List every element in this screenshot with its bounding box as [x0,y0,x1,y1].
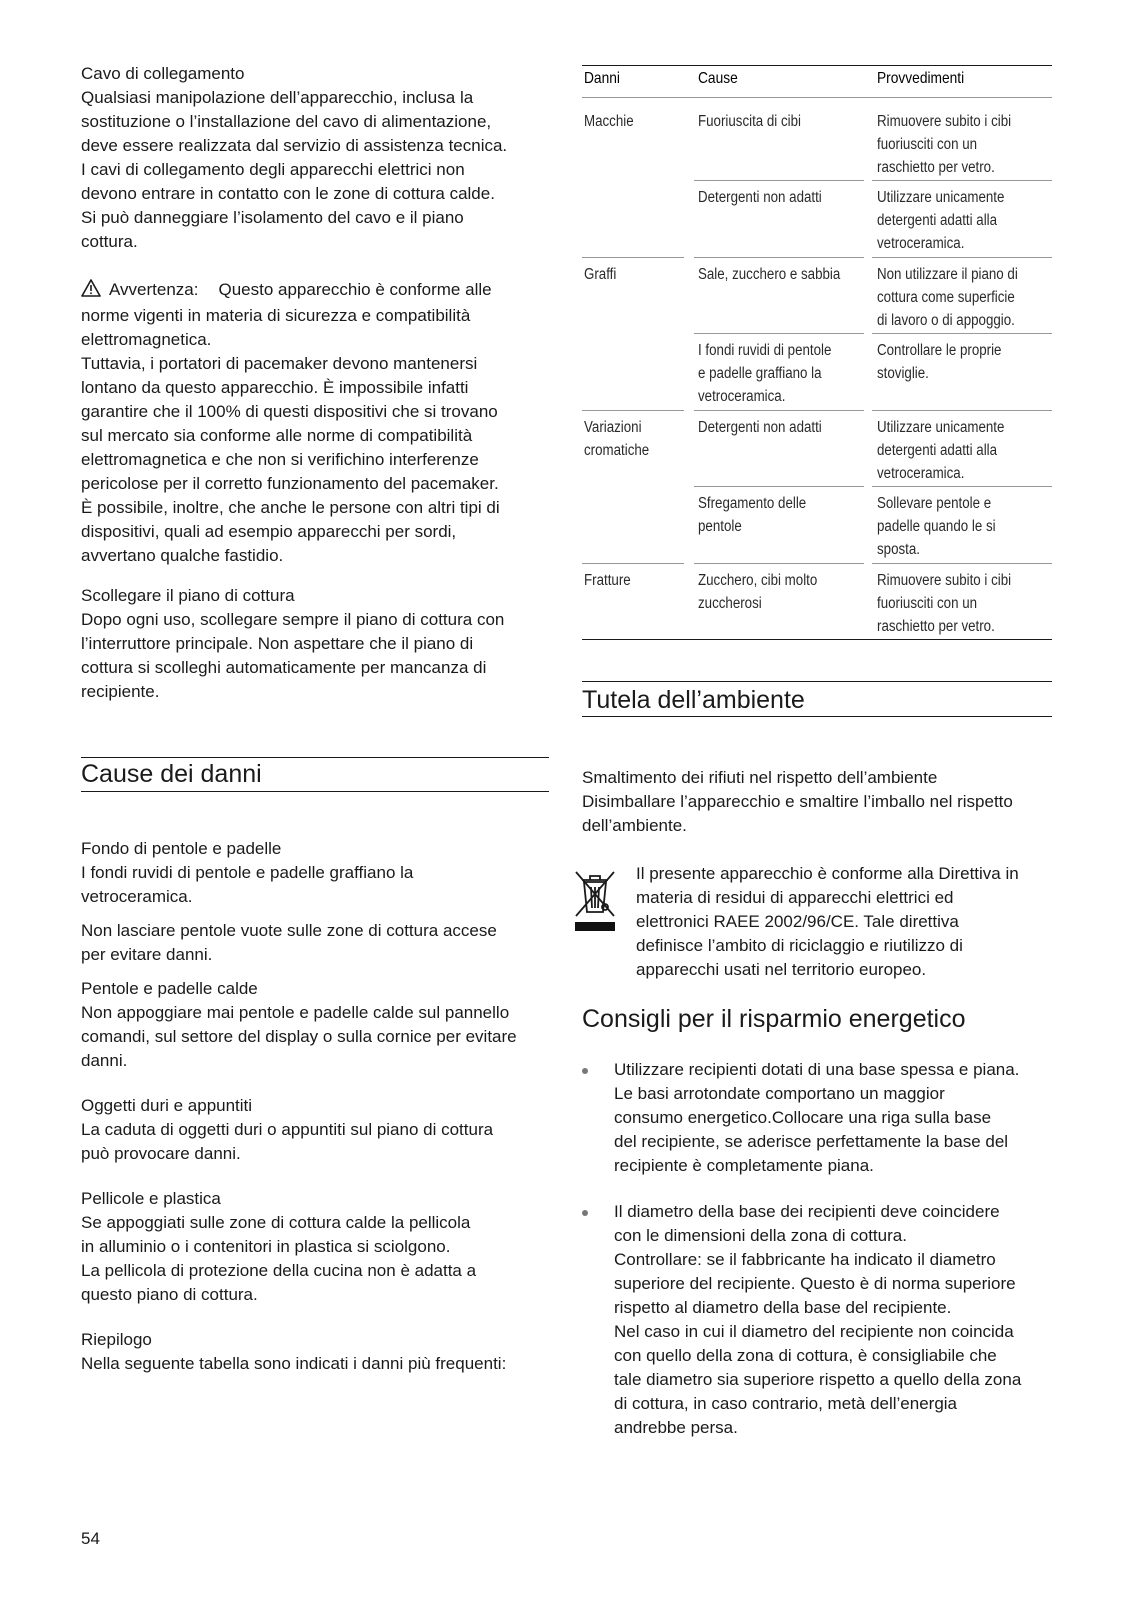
table-rule [582,639,1052,640]
table-cell: e padelle graffiano la [698,365,822,382]
text-line: consumo energetico.Collocare una riga sulla base [614,1108,992,1127]
text-line: Nella seguente tabella sono indicati i danni più frequenti: [81,1354,507,1373]
table-cell: Controllare le proprie [877,342,1002,359]
text-line: apparecchi usati nel territorio europeo. [636,960,927,979]
table-cell: stoviglie. [877,365,929,382]
table-cell: Sale, zucchero e sabbia [698,266,841,283]
pellicole-body [81,1211,549,1307]
table-cell: fuoriusciti con un [877,136,978,153]
text-line: superiore del recipiente. Questo è di norma superiore [614,1274,1016,1293]
table-cell: Utilizzare unicamente [877,419,1005,436]
warning-first: Questo apparecchio è conforme alle [218,280,492,299]
text-line: recipiente è completamente piana. [614,1156,874,1175]
text-line: sostituzione o l’installazione del cavo di alimentazione, [81,112,492,131]
text-line: in alluminio o i contenitori in plastica si sciolgono. [81,1237,451,1256]
table-rule [872,180,1052,181]
text-line: materia di residui di apparecchi elettrici ed [636,888,954,907]
table-cell: Graffi [584,266,617,283]
text-line: La pellicola di protezione della cucina non è adatta a [81,1261,477,1280]
table-rule [694,410,864,411]
text-line: tale diametro sia superiore rispetto a quello della zona [614,1370,1022,1389]
table-rule [872,257,1052,258]
text-line: cottura si scolleghi automaticamente per mancanza di [81,658,487,677]
section-heading-tutela: Tutela dell’ambiente [582,686,805,714]
text-line: dispositivi, quali ad esempio apparecchi per sordi, [81,522,457,541]
text-line: danni. [81,1051,128,1070]
text-line: andrebbe persa. [614,1418,738,1437]
table-cell: vetroceramica. [698,388,786,405]
table-cell: Sfregamento delle [698,495,807,512]
table-cell: sposta. [877,541,920,558]
text-line: garantire che il 100% di questi dispositivi che si trovano [81,402,498,421]
table-rule [872,486,1052,487]
text-line: Nel caso in cui il diametro del recipiente non coincida [614,1322,1014,1341]
fondo-body-2 [81,919,549,967]
text-line: Utilizzare recipienti dotati di una base spessa e piana. [614,1060,1020,1079]
table-cell: zuccherosi [698,595,762,612]
table-cell: detergenti adatti alla [877,442,998,459]
bullet-icon [582,1210,588,1216]
scollegare-title: Scollegare il piano di cottura [81,586,295,605]
table-cell: Detergenti non adatti [698,419,822,436]
fondo-body [81,861,549,909]
table-cell: cromatiche [584,442,650,459]
text-line: lontano da questo apparecchio. È impossibile infatti [81,378,469,397]
text-line: per evitare danni. [81,945,213,964]
text-line: Qualsiasi manipolazione dell’apparecchio, inclusa la [81,88,474,107]
section-heading-consigli: Consigli per il risparmio energetico [582,1005,966,1033]
text-line: I cavi di collegamento degli apparecchi elettrici non [81,160,465,179]
table-rule [694,486,864,487]
warning-triangle-icon [81,279,101,304]
table-cell: Variazioni [584,419,642,436]
text-line: deve essere realizzata dal servizio di assistenza tecnica. [81,136,508,155]
text-line: definisce l’ambito di riciclaggio e riutilizzo di [636,936,963,955]
table-cell: vetroceramica. [877,465,965,482]
text-line: rispetto al diametro della base del recipiente. [614,1298,952,1317]
table-cell: padelle quando le si [877,518,996,535]
divider [81,791,549,792]
bullet-text [614,1058,1054,1178]
table-cell: Macchie [584,113,634,130]
text-line: del recipiente, se aderisce perfettamente la base del [614,1132,1009,1151]
table-cell: raschietto per vetro. [877,159,995,176]
bullet-icon [582,1068,588,1074]
text-line: devono entrare in contatto con le zone di cottura calde. [81,184,495,203]
scollegare-body [81,608,549,704]
riepilogo-title: Riepilogo [81,1330,152,1349]
table-cell: Rimuovere subito i cibi [877,113,1012,130]
pm-after: devono mantenersi [327,354,478,373]
text-line: I fondi ruvidi di pentole e padelle graffiano la [81,863,414,882]
text-line: con quello della zona di cottura, è consigliabile che [614,1346,997,1365]
table-cell: Zucchero, cibi molto [698,572,818,589]
text-line: pericolose per il corretto funzionamento del pacemaker. [81,474,499,493]
table-cell: vetroceramica. [877,235,965,252]
table-cell: Detergenti non adatti [698,189,822,206]
table-rule [582,563,684,564]
smaltimento-body [582,790,1052,838]
table-rule [694,333,864,334]
table-cell: raschietto per vetro. [877,618,995,635]
divider [582,681,1052,682]
smaltimento-title: Smaltimento dei rifiuti nel rispetto dell’ambiente [582,768,938,787]
warning-first-line [81,278,549,304]
table-cell: di lavoro o di appoggio. [877,312,1015,329]
text-line: Disimballare l’apparecchio e smaltire l’imballo nel rispetto [582,792,1013,811]
text-line: l’interruttore principale. Non aspettare che il piano di [81,634,474,653]
text-line: Dopo ogni uso, scollegare sempre il piano di cottura con [81,610,505,629]
text-line: elettromagnetica. [81,330,212,349]
text-line: con le dimensioni della zona di cottura. [614,1226,907,1245]
table-cell: Fuoriuscita di cibi [698,113,801,130]
text-line: sul mercato sia conforme alle norme di compatibilità [81,426,473,445]
table-rule [582,410,684,411]
table-cell: Rimuovere subito i cibi [877,572,1012,589]
text-line: Non appoggiare mai pentole e padelle calde sul pannello [81,1003,510,1022]
table-cell: detergenti adatti alla [877,212,998,229]
oggetti-title: Oggetti duri e appuntiti [81,1096,253,1115]
text-line: elettromagnetica e che non si verifichino interferenze [81,450,479,469]
pm-bold: pacemaker [243,354,328,373]
text-line: dell’ambiente. [582,816,687,835]
table-cell: fuoriusciti con un [877,595,978,612]
text-line: È possibile, inoltre, che anche le persone con altri tipi di [81,498,500,517]
text-line: Controllare: se il fabbricante ha indicato il diametro [614,1250,996,1269]
table-rule [582,65,1052,66]
text-line: Le basi arrotondate comportano un maggior [614,1084,945,1103]
table-rule [872,333,1052,334]
table-rule [872,563,1052,564]
weee-text [636,862,1056,982]
pentole-title: Pentole e padelle calde [81,979,258,998]
cavo-body [81,86,549,254]
text-line: di cottura, in caso contrario, metà dell’energia [614,1394,958,1413]
table-rule [582,257,684,258]
text-line: comandi, sul settore del display o sulla cornice per evitare [81,1027,517,1046]
table-header: Danni [584,70,620,87]
table-rule [694,563,864,564]
text-line: La caduta di oggetti duri o appuntiti sul piano di cottura [81,1120,494,1139]
pellicole-title: Pellicole e plastica [81,1189,221,1208]
text-line: Non lasciare pentole vuote sulle zone di cottura accese [81,921,497,940]
table-cell: Fratture [584,572,631,589]
table-cell: I fondi ruvidi di pentole [698,342,832,359]
table-rule [582,97,1052,98]
weee-crossed-bin-icon [572,868,618,934]
table-cell: Sollevare pentole e [877,495,992,512]
table-cell: Utilizzare unicamente [877,189,1005,206]
bullet-text [614,1200,1054,1440]
table-header: Provvedimenti [877,70,965,87]
riepilogo-body [81,1352,549,1376]
table-header: Cause [698,70,738,87]
text-line: cottura. [81,232,138,251]
oggetti-body [81,1118,549,1166]
table-rule [694,257,864,258]
table-cell: pentole [698,518,742,535]
text-line: Il diametro della base dei recipienti deve coincidere [614,1202,1000,1221]
table-cell: cottura come superficie [877,289,1015,306]
text-line: Il presente apparecchio è conforme alla Direttiva in [636,864,1019,883]
text-line: può provocare danni. [81,1144,241,1163]
section-heading-cause: Cause dei danni [81,760,262,788]
text-line: Si può danneggiare l’isolamento del cavo e il piano [81,208,464,227]
text-line: Se appoggiati sulle zone di cottura calde la pellicola [81,1213,471,1232]
text-line: questo piano di cottura. [81,1285,258,1304]
table-cell: Non utilizzare il piano di [877,266,1018,283]
pacemaker-line [81,352,549,376]
table-rule [694,180,864,181]
table-rule [872,410,1052,411]
text-line: vetroceramica. [81,887,193,906]
warning-label: Avvertenza: [109,280,199,299]
cavo-title: Cavo di collegamento [81,64,245,83]
pentole-body [81,1001,549,1073]
text-line: recipiente. [81,682,160,701]
text-line: avvertano qualche fastidio. [81,546,284,565]
text-line: norme vigenti in materia di sicurezza e compatibilità [81,306,471,325]
divider [582,716,1052,717]
pm-before: Tuttavia, i portatori di [81,354,244,373]
warning-block [81,278,549,568]
page-number: 54 [81,1529,100,1548]
fondo-title: Fondo di pentole e padelle [81,839,282,858]
text-line: elettronici RAEE 2002/96/CE. Tale direttiva [636,912,959,931]
